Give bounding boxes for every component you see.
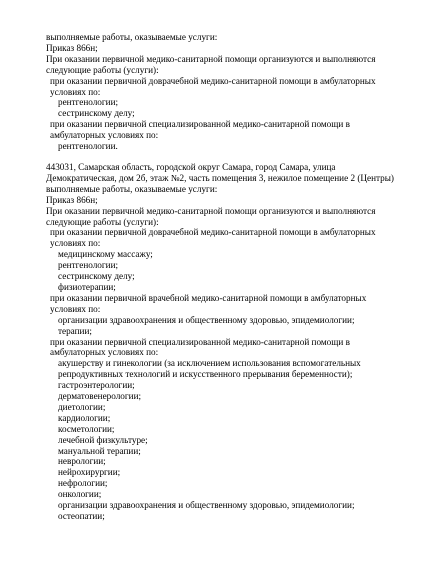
text-line: рентгенологии; <box>58 97 119 108</box>
text-line: физиотерапии; <box>58 281 116 292</box>
text-line: выполняемые работы, оказываемые услуги: <box>46 183 218 194</box>
text-line: дерматовенерологии; <box>58 391 142 402</box>
text-line: сестринскому делу; <box>58 271 135 282</box>
text-line: лечебной физкультуре; <box>58 434 148 445</box>
text-line: выполняемые работы, оказываемые услуги: <box>46 32 218 42</box>
text-line: терапии; <box>58 325 92 336</box>
text-line: При оказании первичной медико-санитарной помощи организуются и выполняются следующие работы (услуги): <box>46 53 376 75</box>
text-line: Приказ 866н; <box>46 42 98 53</box>
text-line: акушерству и гинекологии (за исключением использования вспомогательных репродуктивных технологий и искусственного прерывания беременности); <box>58 358 361 380</box>
text-line: нейрохирургии; <box>58 467 121 478</box>
text-line: медицинскому массажу; <box>58 249 153 260</box>
text-line: при оказании первичной специализированной медико-санитарной помощи в амбулаторных условиях по: <box>50 119 350 141</box>
text-line: при оказании первичной врачебной медико-санитарной помощи в амбулаторных условиях по: <box>50 292 367 314</box>
text-line: рентгенологии; <box>58 260 119 271</box>
text-line: организации здравоохранения и общественному здоровью, эпидемиологии; <box>58 314 355 325</box>
text-line: кардиологии; <box>58 412 111 423</box>
text-line: диетологии; <box>58 401 106 412</box>
text-line: при оказании первичной доврачебной медико-санитарной помощи в амбулаторных условиях по: <box>50 75 376 97</box>
license-services-block-1 <box>46 32 398 152</box>
text-line: онкологии; <box>58 489 102 500</box>
address-line: 443031, Самарская область, городской округ Самара, город Самара, улица Демократическая, дом 2б, этаж №2, часть помещения 3, нежилое помещение 2 (Центры) <box>46 162 394 183</box>
text-line: гастроэнтерологии; <box>58 380 135 391</box>
text-line: неврологии; <box>58 456 106 467</box>
text-line: нефрологии; <box>58 478 108 489</box>
text-line: организации здравоохранения и общественному здоровью, эпидемиологии; <box>58 500 355 511</box>
text-line: остеопатии; <box>58 511 105 521</box>
text-line: сестринскому делу; <box>58 108 135 119</box>
text-line: при оказании первичной специализированной медико-санитарной помощи в амбулаторных условиях по: <box>50 336 350 358</box>
text-line: рентгенологии. <box>58 141 118 152</box>
text-line: при оказании первичной доврачебной медико-санитарной помощи в амбулаторных условиях по: <box>50 227 376 249</box>
text-line: мануальной терапии; <box>58 445 141 456</box>
license-services-block-2 <box>46 162 398 522</box>
text-line: При оказании первичной медико-санитарной помощи организуются и выполняются следующие работы (услуги): <box>46 205 376 227</box>
text-line: косметологии; <box>58 423 115 434</box>
text-line: Приказ 866н; <box>46 194 98 205</box>
